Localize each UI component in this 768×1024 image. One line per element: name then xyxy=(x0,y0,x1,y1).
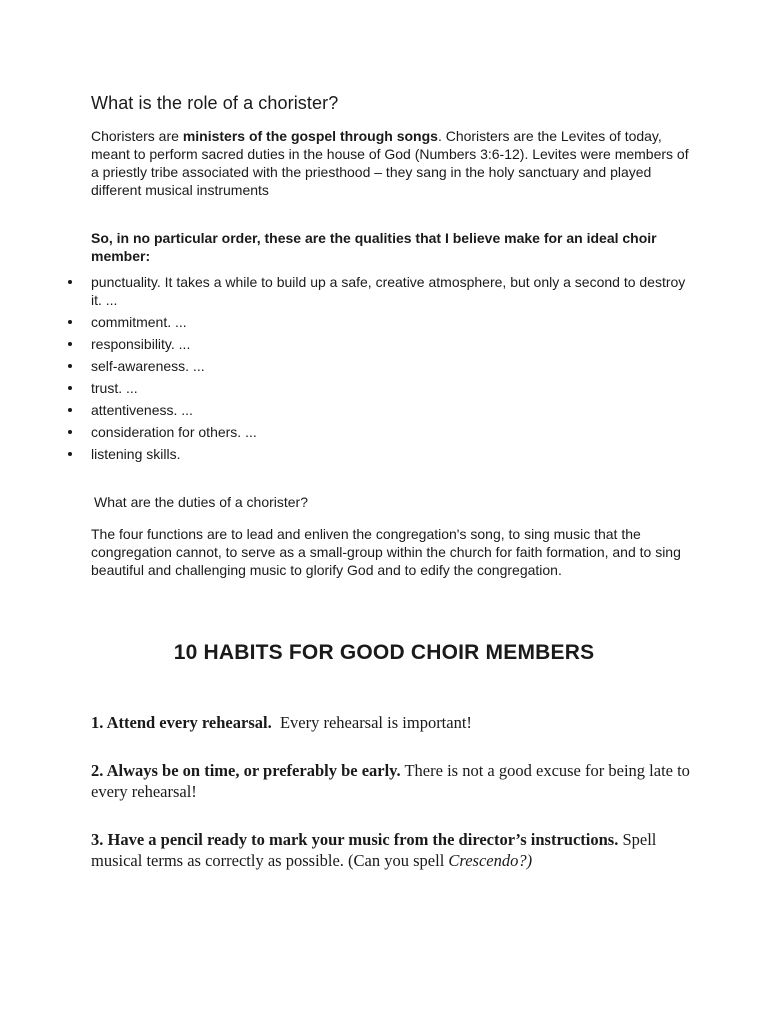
role-paragraph-prefix: Choristers are xyxy=(91,128,183,144)
list-item xyxy=(0,445,691,463)
habit-item-1-text: Every rehearsal is important! xyxy=(271,713,472,732)
bullet-icon xyxy=(68,364,72,368)
list-item-text: attentiveness. ... xyxy=(91,402,193,418)
habit-item-3-text: Spell musical terms as correctly as possible. (Can you spell xyxy=(91,830,657,870)
duties-paragraph: The four functions are to lead and enliven the congregation's song, to sing music that the congregation cannot, to serve as a small-group within the church for faith formation, and to sing beautiful and challenging music to glorify God and to edify the congregation. xyxy=(91,526,681,578)
bullet-icon xyxy=(68,320,72,324)
bullet-icon xyxy=(68,342,72,346)
list-item-text: responsibility. ... xyxy=(91,336,191,352)
list-item xyxy=(0,335,691,353)
habit-item-3 xyxy=(91,829,691,871)
list-item xyxy=(0,357,691,375)
role-paragraph-bold: ministers of the gospel through songs xyxy=(182,128,438,144)
duties-heading: What are the duties of a chorister? xyxy=(94,494,308,510)
bullet-icon xyxy=(68,408,72,412)
role-heading: What is the role of a chorister? xyxy=(91,93,339,113)
list-item-text: listening skills. xyxy=(91,446,181,462)
list-item xyxy=(0,379,691,397)
list-item-text: commitment. ... xyxy=(91,314,187,330)
habit-item-2 xyxy=(91,760,691,802)
habit-item-1 xyxy=(91,712,691,733)
habits-title: 10 HABITS FOR GOOD CHOIR MEMBERS xyxy=(173,641,595,664)
list-item-text: punctuality. It takes a while to build up a safe, creative atmosphere, but only a second to destroy it. ... xyxy=(91,274,686,308)
habit-item-2-bold: 2. Always be on time, or preferably be early. xyxy=(91,761,401,780)
qualities-list xyxy=(0,273,768,467)
list-item xyxy=(0,423,691,441)
bullet-icon xyxy=(68,452,72,456)
list-item-text: self-awareness. ... xyxy=(91,358,205,374)
role-paragraph-rest: . Choristers are the Levites of today, meant to perform sacred duties in the house of God (Numbers 3:6-12). Levites were members of a priestly tribe associated with the priesthood – they sang in the holy sanctuary and played different musical instruments xyxy=(91,128,689,198)
qualities-intro: So, in no particular order, these are the qualities that I believe make for an ideal choir member: xyxy=(91,230,657,264)
list-item xyxy=(0,313,691,331)
bullet-icon xyxy=(68,430,72,434)
habit-item-3-bold: 3. Have a pencil ready to mark your music from the director’s instructions. xyxy=(91,830,619,849)
bullet-icon xyxy=(68,386,72,390)
list-item xyxy=(0,273,691,309)
habit-item-1-bold: 1. Attend every rehearsal. xyxy=(91,713,272,732)
list-item-text: trust. ... xyxy=(91,380,138,396)
role-paragraph xyxy=(91,127,691,199)
bullet-icon xyxy=(68,280,72,284)
habit-item-3-italic: Crescendo?) xyxy=(448,851,533,870)
list-item-text: consideration for others. ... xyxy=(91,424,257,440)
habit-item-2-text: There is not a good excuse for being late to every rehearsal! xyxy=(91,761,690,801)
list-item xyxy=(0,401,691,419)
